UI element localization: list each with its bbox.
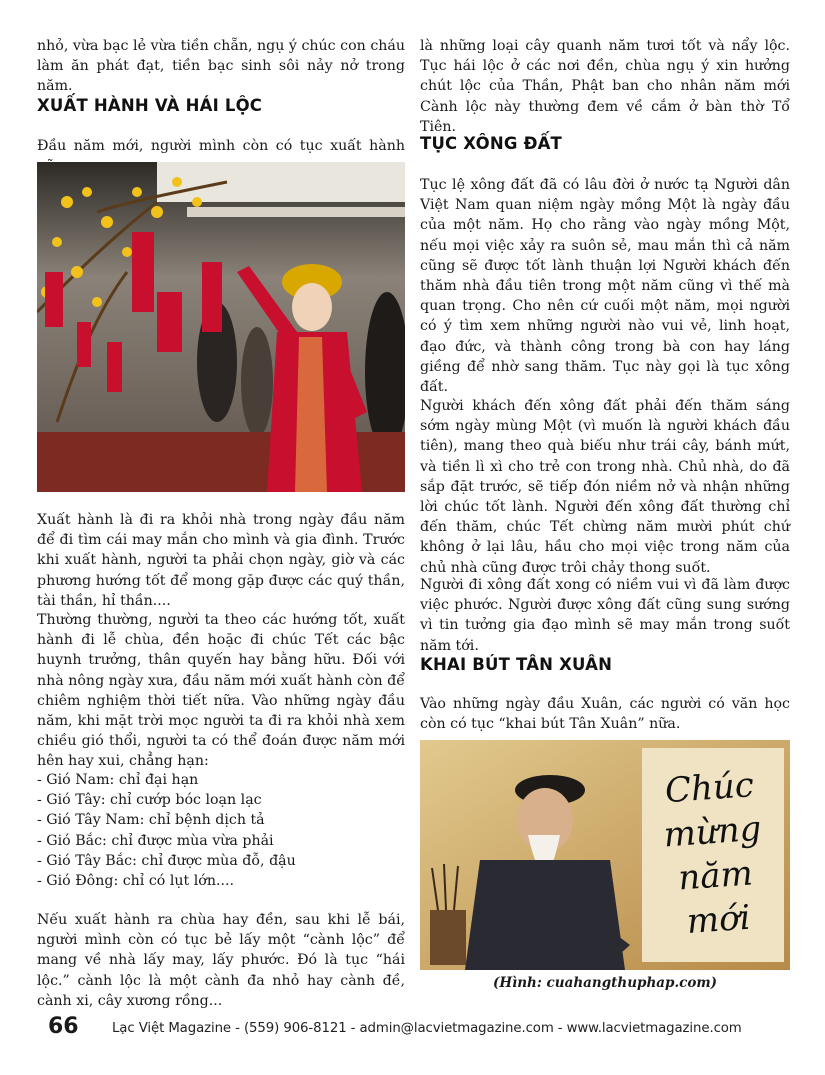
calligraphy-text: Chúc mừng năm mới: [662, 765, 763, 943]
wind-list: [37, 770, 405, 891]
wind-list-item: - Gió Bắc: chỉ được mùa vừa phải: [37, 832, 274, 849]
wind-list-item: - Gió Tây Nam: chỉ bệnh dịch tả: [37, 812, 265, 829]
footer-contact: Lạc Việt Magazine - (559) 906-8121 - admin@lacvietmagazine.com - www.lacvietmagazine.com: [112, 1021, 742, 1036]
hai-loc-illustration: [37, 162, 405, 492]
para-xong-dat-2: Người khách đến xông đất phải đến thăm sáng sớm ngày mùng Một (vì muốn là người khách đầu tiên), mang theo quà biếu như trái cây, bánh mứt, và tiền lì xì cho trẻ con trong nhà. Chủ nhà, do đã sắp đặt trước, sẽ tiếp đón niềm nở và nhận những lời chúc tốt lành. Người đến xông đất thường chỉ đến thăm, chúc Tết chừng năm mười phút chứ không ở lại lâu, hầu cho mọi việc trong năm của chủ nhà cũng được trôi chảy thong suốt.: [420, 398, 790, 576]
wind-list-item: - Gió Đông: chỉ có lụt lớn....: [37, 873, 234, 890]
photo-khai-but: [420, 740, 790, 970]
para-dau-nam: Đầu năm mới, người mình còn có tục xuất hành: [37, 138, 405, 154]
heading-khai-but: KHAI BÚT TÂN XUÂN: [420, 655, 613, 674]
para-chua: Nếu xuất hành ra chùa hay đền, sau khi lễ bái, người mình còn có tục bẻ lấy một “cành lộc” để mang về nhà lấy may, lấy phước. Đó là tục “hái lộc.” cành lộc là một cành đa nhỏ hay cành đề, cành xi, cây xương rồng...: [37, 912, 405, 1009]
para-cay: là những loại cây quanh năm tươi tốt và nẩy lộc. Tục hái lộc ở các nơi đền, chùa ngụ ý xin hưởng chút lộc của Thần, Phật ban cho nhân năm mới Cành lộc này thường đem về cắm ở bàn thờ Tổ Tiên.: [420, 38, 790, 135]
para-thuong-thuong: Thường thường, người ta theo các hướng tốt, xuất hành đi lễ chùa, đền hoặc đi chúc Tết các bậc huynh trưởng, thân quyến hay bằng hữu. Đối với nhà nông ngày xưa, đầu năm mới xuất hành còn để chiêm nghiệm thời tiết nữa. Vào những ngày đầu năm, khi mặt trời mọc người ta đi ra khỏi nhà xem chiều gió thổi, người ta có thể đoán được năm mới hên hay xui, chẳng hạn:: [37, 612, 405, 770]
intro-paragraph: nhỏ, vừa bạc lẻ vừa tiền chẵn, ngụ ý chúc con cháu làm ăn phát đạt, tiền bạc sinh sôi nảy nở trong năm.: [37, 38, 405, 95]
para-xong-dat-3: Người đi xông đất xong có niềm vui vì đã làm được việc phước. Người được xông đất cũng sung sướng vì tin tưởng gia đạo mình sẽ may mắn trong suốt năm tới.: [420, 577, 790, 654]
page-footer: [0, 1012, 825, 1048]
para-xuat-hanh: Xuất hành là đi ra khỏi nhà trong ngày đầu năm để đi tìm cái may mắn cho mình và gia đình. Trước khi xuất hành, người ta phải chọn ngày, giờ và các phương hướng tốt để mong gặp được các quý thần, tài thần, hỉ thần....: [37, 512, 405, 609]
para-khai-but: Vào những ngày đầu Xuân, các người có văn học còn có tục “khai bút Tân Xuân” nữa.: [420, 696, 790, 733]
heading-xuat-hanh: XUẤT HÀNH VÀ HÁI LỘC: [37, 96, 263, 115]
para-xong-dat-1: Tục lệ xông đất đã có lâu đời ở nước tạ Người dân Việt Nam quan niệm ngày mồng Một là ngày đầu của một năm. Họ cho rằng vào ngày mồng Một, nếu mọi việc xảy ra suôn sẻ, mau mắn thì cả năm cũng sẽ được tốt lành thuận lợi Người khách đến thăm nhà đầu tiên trong một năm cũng vì thế mà quan trọng. Cho nên cứ cuối một năm, mọi người có ý tìm xem những người nào vui vẻ, linh hoạt, đạo đức, và thành công trong bà con hay láng giềng để nhờ sang thăm. Tục này gọi là tục xông đất.: [420, 177, 790, 396]
heading-xong-dat: TỤC XÔNG ĐẤT: [420, 134, 563, 153]
photo-hai-loc: [37, 162, 405, 492]
wind-list-item: - Gió Tây Bắc: chỉ được mùa đỗ, đậu: [37, 852, 296, 869]
page-number: 66: [48, 1014, 79, 1039]
wind-list-item: - Gió Tây: chỉ cướp bóc loạn lạc: [37, 792, 262, 809]
image-caption: (Hình: cuahangthuphap.com): [492, 975, 718, 991]
wind-list-item: - Gió Nam: chỉ đại hạn: [37, 772, 199, 788]
